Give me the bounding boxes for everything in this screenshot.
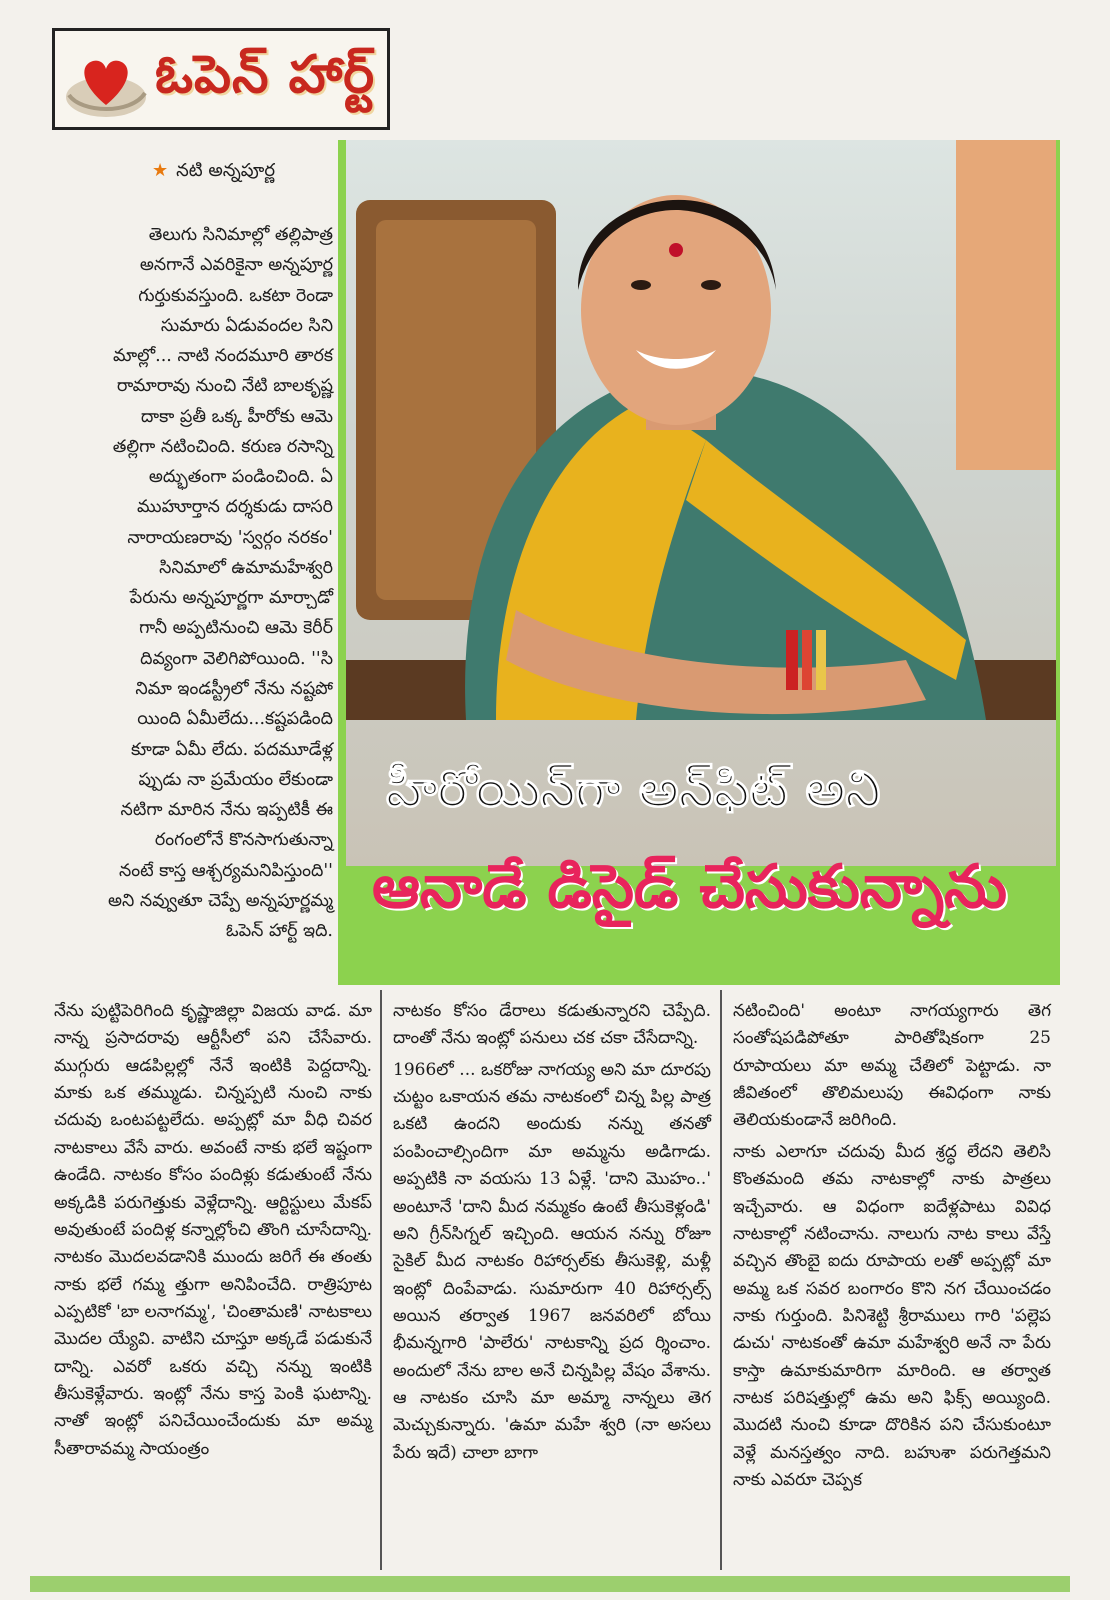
intro-line: ఓపెన్ హార్ట్ ఇది.: [225, 921, 333, 942]
intro-line: దివ్యంగా వెలిగిపోయింది. ''సి: [140, 648, 333, 669]
star-icon: ★: [152, 160, 169, 181]
intro-line: నంటే కాస్త ఆశ్చర్యమనిపిస్తుంది'': [118, 860, 333, 881]
intro-line: తల్లిగా నటించింది. కరుణ రసాన్ని: [112, 436, 333, 457]
intro-line: పేరును అన్నపూర్ణగా మార్చాడో: [129, 588, 333, 609]
intro-line: అనగానే ఎవరికైనా అన్నపూర్ణ: [139, 255, 333, 276]
article-column-2: [393, 998, 711, 1471]
intro-line: సుమారు ఏడువందల సిని: [160, 315, 333, 336]
intro-line: ప్పుడు నా ప్రమేయం లేకుండా: [138, 769, 333, 790]
headline-main: ఆనాడే డిసైడ్ చేసుకున్నాను: [372, 852, 1008, 922]
intro-text: [78, 220, 333, 946]
byline-text: నటి అన్నపూర్ణ: [176, 160, 276, 181]
intro-line: తెలుగు సినిమాల్లో తల్లిపాత్ర: [148, 225, 333, 245]
heart-in-hands-icon: [61, 35, 151, 123]
byline: [152, 160, 275, 185]
article-column-3: [733, 998, 1051, 1498]
intro-line: సినిమాలో ఉమామహేశ్వరి: [159, 557, 333, 578]
paragraph: నటించింది' అంటూ నాగయ్యగారు తెగ సంతోషపడిపోతూ పారితోషికంగా 25 రూపాయలు మా అమ్మ చేతిలో పెట్టాడు. నా జీవితంలో తొలిమలుపు ఈవిధంగా నాకు తెలియకుండానే జరిగింది.: [733, 1001, 1051, 1131]
column-divider: [380, 990, 382, 1570]
intro-line: నటిగా మారిన నేను ఇప్పటికీ ఈ: [120, 800, 333, 821]
headline-top: హీరోయిన్‌గా అన్‌ఫిట్ అని: [386, 760, 881, 818]
intro-line: కూడా ఏమీ లేదు. పదమూడేళ్ల: [131, 739, 333, 760]
intro-line: అద్భుతంగా పండించింది. ఏ: [148, 467, 333, 488]
paragraph: నేను పుట్టిపెరిగింది కృష్ణాజిల్లా విజయ వాడ. మా నాన్న ప్రసాదరావు ఆర్టీసీలో పని చేసేవారు. ముగ్గురు ఆడపిల్లల్లో నేనే ఇంటికి పెద్దదాన్ని. మాకు ఒక తమ్ముడు. చిన్నప్పటి నుంచి నాకు చదువు ఒంటపట్టలేదు. అప్పట్లో మా వీధి చివర నాటకాలు వేసే వారు. అవంటే నాకు భలే ఇష్టంగా ఉండేది. నాటకం కోసం పందిళ్లు కడుతుంటే నేను అక్కడికి పరుగెత్తుకు వెళ్లేదాన్ని. ఆర్టిస్టులు మేకప్ అవుతుంటే పందిళ్ల కన్నాల్లోంచి తొంగి చూసేదాన్ని. నాటకం మొదలవడానికి ముందు జరిగే ఈ తంతు నాకు భలే గమ్మ త్తుగా అనిపించేది. రాత్రిపూట ఎప్పటికో 'బా లనాగమ్మ', 'చింతామణి' నాటకాలు మొదల య్యేవి. వాటిని చూస్తూ అక్కడే పడుకునే దాన్ని. ఎవరో ఒకరు వచ్చి నన్ను ఇంటికి తీసుకెళ్లేవారు. ఇంట్లో నేను కాస్త పెంకి ఘటాన్ని. నాతో ఇంట్లో పనిచేయించేందుకు మా అమ్మ సీతారావమ్మ సాయంత్రం: [54, 1001, 372, 1459]
paragraph: నాటకం కోసం డేరాలు కడుతున్నారని చెప్పేది. దాంతో నేను ఇంట్లో పనులు చక చకా చేసేదాన్ని.: [393, 1001, 711, 1049]
paragraph: 1966లో ... ఒకరోజు నాగయ్య అని మా దూరపు చుట్టం ఒకాయన తమ నాటకంలో చిన్న పిల్ల పాత్ర ఒకటి ఉందని అందుకు నన్ను తనతో పంపించాల్సిందిగా మా అమ్మను అడిగాడు. అప్పటికి నా వయసు 13 ఏళ్లే. 'దాని మొహం..' అంటూనే 'దాని మీద నమ్మకం ఉంటే తీసుకెళ్లండి' అని గ్రీన్‌సిగ్నల్ ఇచ్చింది. ఆయన నన్ను రోజూ సైకిల్ మీద నాటకం రిహార్సల్‌కు తీసుకెళ్లి, మళ్లీ ఇంట్లో దింపేవాడు. సుమారుగా 40 రిహార్సల్స్ అయిన తర్వాత 1967 జనవరిలో బోయి భీమన్నగారి 'పాలేరు' నాటకాన్ని ప్రద ర్శించాం. అందులో నేను బాల అనే చిన్నపిల్ల వేషం వేశాను. ఆ నాటకం చూసి మా అమ్మా నాన్నలు తెగ మెచ్చుకున్నారు. 'ఉమా మహే శ్వరి (నా అసలు పేరు ఇదే) చాలా బాగా: [393, 1059, 711, 1463]
intro-line: మాల్లో... నాటి నందమూరి తారక: [113, 346, 333, 367]
intro-line: నిమా ఇండస్ట్రీలో నేను నష్టపో: [135, 678, 333, 699]
article-column-1: [54, 998, 372, 1467]
intro-line: రంగంలోనే కొనసాగుతున్నా: [154, 830, 333, 851]
column-divider: [720, 990, 722, 1570]
intro-line: గానీ అప్పటినుంచి ఆమె కెరీర్: [139, 618, 333, 639]
intro-line: రామారావు నుంచి నేటి బాలకృష్ణ: [116, 376, 333, 397]
intro-line: గుర్తుకువస్తుంది. ఒకటా రెండా: [138, 285, 333, 306]
portrait-illustration: [346, 140, 1056, 720]
section-title: ఓపెన్ హార్ట్: [155, 45, 376, 105]
intro-line: అని నవ్వుతూ చెప్పే అన్నపూర్ణమ్మ: [107, 890, 333, 911]
section-logo: [52, 28, 390, 130]
paragraph: నాకు ఎలాగూ చదువు మీద శ్రద్ధ లేదని తెలిసి కొంతమంది తమ నాటకాల్లో నాకు పాత్రలు ఇచ్చేవారు. ఆ విధంగా ఐదేళ్లపాటు వివిధ నాటకాల్లో నటించాను. నాలుగు నాట కాలు వేస్తే వచ్చిన తొంబై ఐదు రూపాయ లతో అప్పట్లో మా అమ్మ ఒక సవర బంగారం కొని నగ చేయించడం నాకు గుర్తుంది. పినిశెట్టి శ్రీరాములు గారి 'పల్లెప డుచు' నాటకంతో ఉమా మహేశ్వరి అనే నా పేరు కాస్తా ఉమాకుమారిగా మారింది. ఆ తర్వాత నాటక పరిషత్తుల్లో ఉమ అని ఫిక్స్ అయ్యింది. మొదటి నుంచి కూడా దొరికిన పని చేసుకుంటూ వెళ్లే మనస్తత్వం నాది. బహుశా పరుగెత్తమని నాకు ఎవరూ చెప్పక: [733, 1141, 1051, 1491]
intro-line: యింది ఏమీలేదు...కష్టపడింది: [137, 709, 333, 730]
intro-line: దాకా ప్రతీ ఒక్క హీరోకు ఆమె: [140, 406, 333, 427]
intro-line: నారాయణరావు 'స్వర్గం నరకం': [127, 527, 333, 548]
intro-line: ముహూర్తాన దర్శకుడు దాసరి: [137, 497, 333, 518]
footer-band: [30, 1576, 1070, 1592]
portrait-photo: [346, 140, 1056, 866]
